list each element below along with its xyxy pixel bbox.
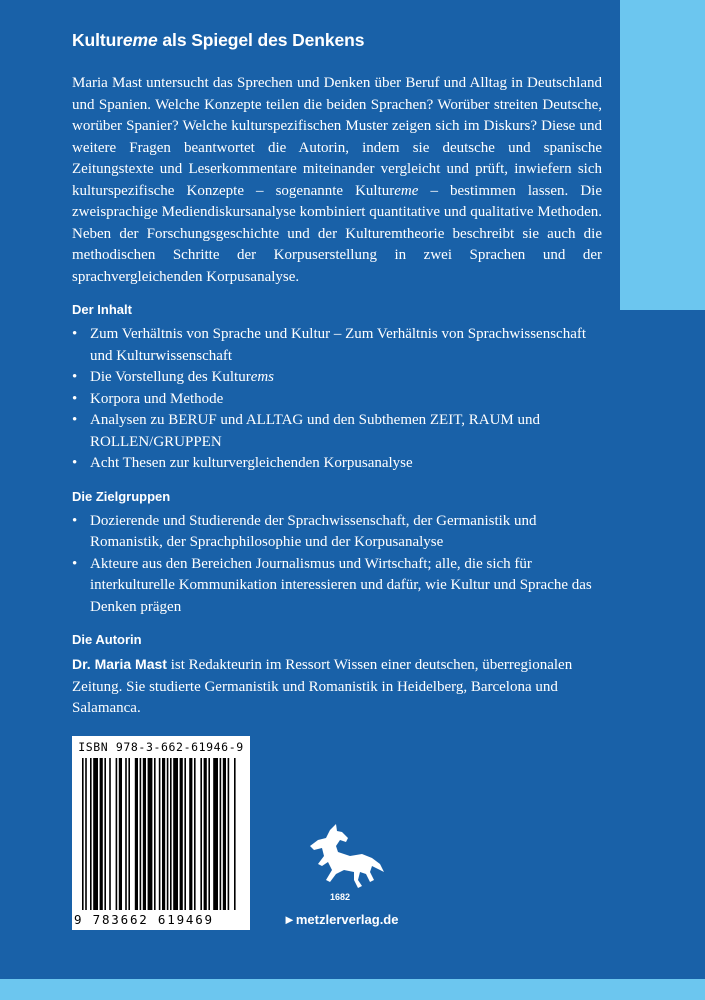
barcode-bar bbox=[154, 758, 156, 910]
barcode-bar bbox=[104, 758, 106, 910]
accent-strip bbox=[620, 0, 705, 310]
barcode-bar bbox=[223, 758, 226, 910]
barcode-bar bbox=[125, 758, 127, 910]
barcode-bar bbox=[170, 758, 172, 910]
intro-text-2: – bestimmen lassen. Die zweisprachige Mediendiskursanalyse kombiniert quantitative und qualitative Methoden. Neben der Forschungsgeschichte und der Kulturemtheorie beschreibt sie auch die methodischen Schritte der Korpuserstellung in zwei Sprachen und der sprachvergleichenden Korpusanalyse. bbox=[72, 182, 602, 285]
barcode-bar bbox=[100, 758, 103, 910]
title-part-end: als Spiegel des Denkens bbox=[157, 30, 365, 50]
isbn-barcode bbox=[72, 736, 250, 930]
zielgruppen-list bbox=[72, 511, 602, 619]
list-item-text: Die Vorstellung des Kultur bbox=[90, 369, 251, 385]
horse-logo-icon bbox=[300, 822, 390, 902]
section-heading-inhalt: Der Inhalt bbox=[72, 302, 132, 317]
page-title bbox=[72, 30, 602, 51]
intro-italic: eme bbox=[394, 182, 419, 199]
barcode-bar bbox=[119, 758, 122, 910]
barcode-bar bbox=[204, 758, 207, 910]
intro-text-1: Maria Mast untersucht das Sprechen und Denken über Beruf und Alltag in Deutschland und Spanien. Welche Konzepte teilen die beiden Sprachen? Worüber streiten Deutsche, worüber Spanier? Welche kulturspezifischen Muster zeigen sich im Diskurs? Diese und weitere Fragen beantwortet die Autorin, indem sie deutsche und spanische Zeitungstexte und Leserkommentare miteinander vergleicht und prüft, inwiefern sich kulturspezifische Konzepte – sogenannte Kultur bbox=[72, 75, 602, 199]
barcode-bar bbox=[90, 758, 92, 910]
barcode-bar bbox=[85, 758, 87, 910]
author-bio bbox=[72, 654, 602, 720]
list-item: • Acht Thesen zur kulturvergleichenden Korpusanalyse bbox=[72, 453, 602, 475]
barcode-bar bbox=[200, 758, 202, 910]
section-heading-autorin: Die Autorin bbox=[72, 632, 142, 647]
title-italic-part: eme bbox=[122, 30, 158, 50]
title-part: Kultur bbox=[72, 30, 123, 50]
barcode-bar bbox=[93, 758, 98, 910]
barcode-bar bbox=[189, 758, 192, 910]
barcode-bar bbox=[116, 758, 118, 910]
barcode-bar bbox=[220, 758, 222, 910]
bottom-strip bbox=[0, 979, 705, 1000]
barcode-bar bbox=[180, 758, 183, 910]
list-item-italic: ems bbox=[250, 369, 275, 385]
barcode-bar bbox=[173, 758, 178, 910]
publisher-url: metzlerverlag.de bbox=[295, 912, 399, 927]
barcode-bar bbox=[194, 758, 196, 910]
list-item: • Zum Verhältnis von Sprache und Kultur – Zum Verhältnis von Sprachwissenschaft und Kulturwissenschaft bbox=[72, 324, 602, 367]
isbn-label: ISBN 978-3-662-61946-9 bbox=[78, 740, 244, 754]
barcode-bar bbox=[208, 758, 210, 910]
arrow-icon: ► bbox=[283, 912, 296, 927]
barcode-bar bbox=[135, 758, 138, 910]
barcode-bar bbox=[213, 758, 218, 910]
list-item: • Akteure aus den Bereichen Journalismus und Wirtschaft; alle, die sich für interkulturelle Kommunikation interessieren und dafür, wie Kultur und Sprache das Denken prägen bbox=[72, 554, 602, 619]
barcode-bar bbox=[140, 758, 142, 910]
barcode-bars bbox=[82, 758, 240, 910]
logo-year: 1682 bbox=[330, 892, 351, 902]
inhalt-list bbox=[72, 324, 602, 475]
section-heading-zielgruppen: Die Zielgruppen bbox=[72, 488, 171, 504]
author-name: Dr. Maria Mast bbox=[72, 656, 167, 672]
barcode-bar bbox=[184, 758, 186, 910]
barcode-bar bbox=[143, 758, 146, 910]
barcode-bar bbox=[159, 758, 161, 910]
list-item: • Analysen zu BERUF und ALLTAG und den Subthemen ZEIT, RAUM und ROLLEN/GRUPPEN bbox=[72, 410, 602, 453]
author-bio-text: ist Redakteurin im Ressort Wissen einer deutschen, überregionalen Zeitung. Sie studierte Germanistik und Romanistik in Heidelberg, Barcelona und Salamanca. bbox=[72, 657, 573, 716]
barcode-bar bbox=[162, 758, 165, 910]
barcode-bar bbox=[167, 758, 169, 910]
barcode-bar bbox=[128, 758, 130, 910]
barcode-bar bbox=[228, 758, 230, 910]
barcode-bar bbox=[148, 758, 153, 910]
barcode-bar bbox=[234, 758, 236, 910]
list-item: • Korpora und Methode bbox=[72, 389, 602, 411]
barcode-bar bbox=[109, 758, 111, 910]
intro-paragraph bbox=[72, 73, 602, 288]
back-cover-text bbox=[72, 30, 602, 720]
barcode-bar bbox=[82, 758, 84, 910]
list-item bbox=[72, 367, 602, 389]
list-item: • Dozierende und Studierende der Sprachwissenschaft, der Germanistik und Romanistik, der Sprachphilosophie und der Korpusanalyse bbox=[72, 511, 602, 554]
ean-number: 9 783662 619469 bbox=[74, 912, 214, 927]
publisher-link[interactable] bbox=[283, 912, 398, 927]
